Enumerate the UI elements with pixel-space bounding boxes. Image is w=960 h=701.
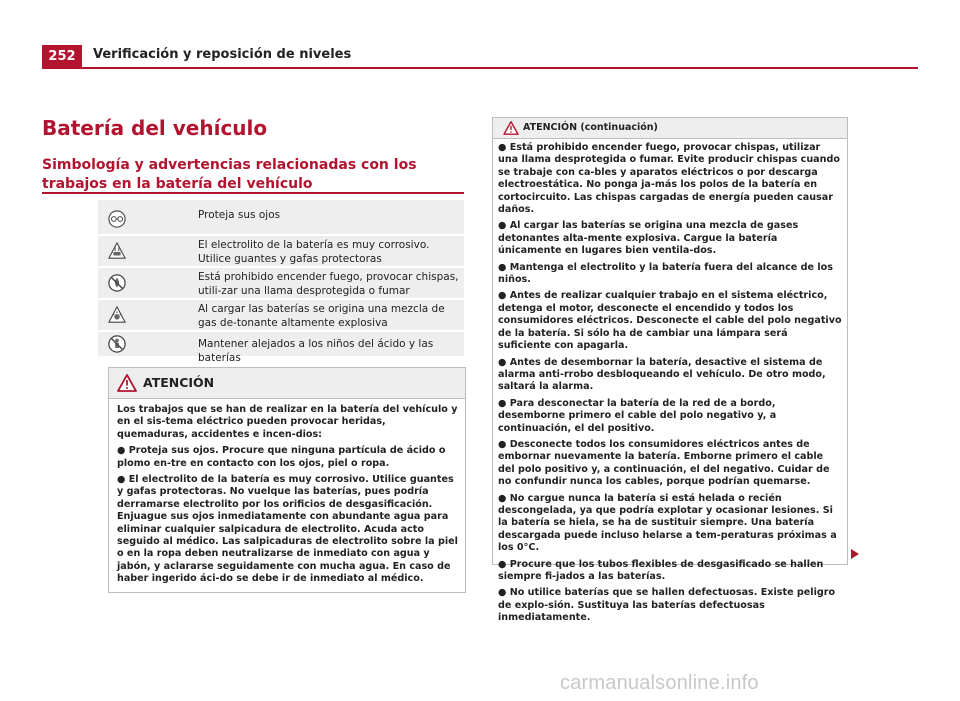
warning-box: [108, 367, 466, 593]
warning-paragraph: ● Para desconectar la batería de la red de a bordo, desemborne primero el cable del polo negativo y, a continuación, el del positivo.: [498, 397, 777, 434]
continue-arrow-icon: [850, 548, 860, 560]
eye-protection-icon: [108, 210, 126, 228]
keep-children-away-icon: [108, 335, 126, 353]
section-title: Batería del vehículo: [42, 116, 268, 140]
warning-header: [109, 368, 465, 399]
warning-paragraph: ● Proteja sus ojos. Procure que ninguna partícula de ácido o plomo en-tre en contacto con los ojos, piel o ropa.: [117, 445, 446, 469]
section-subtitle: Simbología y advertencias relacionadas con los trabajos en la batería del vehículo: [42, 157, 417, 192]
page-number: 252: [42, 45, 82, 67]
warning-paragraph: ● No cargue nunca la batería si está helada o recién descongelada, ya que podría explotar y ocasionar lesiones. Si la batería se hiela, se ha de sustituir siempre. Una batería descargada puede incluso helarse a tem-peraturas próximas a los 0°C.: [498, 492, 837, 554]
warning-continued-header: [493, 118, 847, 139]
warning-paragraph: Los trabajos que se han de realizar en la batería del vehículo y en el sis-tema eléctrico pueden provocar heridas, quemaduras, accidentes e incen-dios:: [117, 404, 458, 440]
symbol-row: [98, 268, 464, 298]
warning-body: [117, 404, 459, 590]
no-fire-icon: [108, 274, 126, 292]
warning-triangle-icon: [503, 121, 519, 135]
symbol-text: Mantener alejados a los niños del ácido y las baterías: [198, 338, 434, 364]
symbol-text: Al cargar las baterías se origina una mezcla de gas de-tonante altamente explosiva: [198, 303, 445, 329]
warning-paragraph: ● El electrolito de la batería es muy corrosivo. Utilice guantes y gafas protectoras. No vuelque las baterías, pues podría derramarse electrolito por los orificios de desgasificación. Enjuague sus ojos inmediatamente con abundante agua para eliminar cualquier salpicadura de electrolito. Acuda acto seguido al médico. Las salpicaduras de electrolito sobre la piel o en la ropa deben neutralizarse de inmediato con agua y jabón, y aclararse seguidamente con mucha agua. En caso de haber ingerido áci-do se debe ir de inmediato al médico.: [117, 474, 458, 585]
warning-paragraph: ● Procure que los tubos flexibles de desgasificado se hallen siempre fi-jados a las baterías.: [498, 558, 824, 582]
warning-continued-box: [492, 117, 848, 624]
warning-triangle-icon: [117, 374, 137, 392]
symbol-row: [98, 300, 464, 330]
warning-paragraph: ● Está prohibido encender fuego, provocar chispas, utilizar una llama desprotegida o fumar. Evite producir chispas cuando se trabaje con ca-bles y aparatos eléctricos o por descarga electroestática. No ponga ja-más los polos de la batería en cortocircuito. Las chispas cargadas de energía pueden causar daños.: [498, 142, 840, 216]
running-title: Verificación y reposición de niveles: [93, 47, 352, 62]
warning-paragraph: ● Al cargar las baterías se origina una mezcla de gases detonantes alta-mente explosiva. Cargue la batería únicamente en lugares bien ventila-dos.: [498, 220, 799, 257]
warning-paragraph: ● Antes de desembornar la batería, desactive el sistema de alarma anti-rrobo desbloqueando el vehículo. De otro modo, saltará la alarma.: [498, 356, 826, 393]
warning-paragraph: ● Mantenga el electrolito y la batería fuera del alcance de los niños.: [498, 261, 833, 286]
symbol-row: [98, 332, 464, 364]
warning-paragraph: ● Desconecte todos los consumidores eléctricos antes de embornar nuevamente la batería. Emborne primero el cable del polo positivo y, a continuación, el del negativo. Cuidar de no confundir nunca los cables, porque podrían quemarse.: [498, 438, 830, 488]
header-rule: [42, 67, 918, 69]
symbol-text: Proteja sus ojos: [198, 209, 281, 221]
symbol-text: Está prohibido encender fuego, provocar chispas, utili-zar una llama desprotegida o fumar: [198, 271, 459, 297]
explosive-gas-icon: [108, 306, 126, 324]
corrosive-icon: [108, 242, 126, 260]
symbol-row: [98, 236, 464, 266]
warning-label: ATENCIÓN: [143, 375, 215, 390]
symbol-row: [98, 200, 464, 234]
warning-paragraph: ● Antes de realizar cualquier trabajo en el sistema eléctrico, detenga el motor, desconecte el encendido y todos los consumidores eléctricos. Desconecte el cable del polo negativo de la batería. Si sólo ha de cambiar una lámpara será suficiente con apagarla.: [498, 290, 842, 352]
subtitle-rule: [42, 192, 464, 194]
symbol-text: El electrolito de la batería es muy corrosivo. Utilice guantes y gafas protectoras: [198, 239, 430, 265]
warning-continued-label: ATENCIÓN (continuación): [523, 122, 658, 133]
watermark: carmanualsonline.info: [560, 672, 759, 694]
warning-continued-body: [498, 142, 842, 629]
warning-paragraph: ● No utilice baterías que se hallen defectuosas. Existe peligro de explo-sión. Sustituya las baterías defectuosas inmediatamente.: [498, 587, 836, 624]
